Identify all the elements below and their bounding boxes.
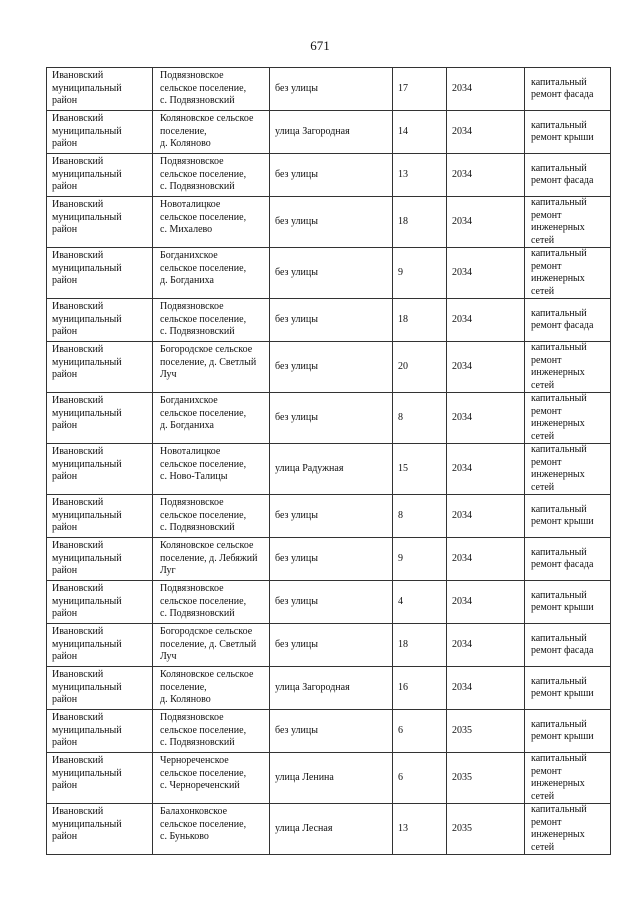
- settlement-cell: Подвязновское сельское поселение, с. Подвязновский: [153, 154, 270, 197]
- street-cell: без улицы: [270, 299, 393, 342]
- year-cell: 2034: [447, 111, 525, 154]
- work-type-cell: капитальный ремонт фасада: [525, 299, 611, 342]
- house-number-cell: 4: [393, 581, 447, 624]
- house-number-cell: 18: [393, 299, 447, 342]
- house-number-cell: 18: [393, 624, 447, 667]
- street-cell: без улицы: [270, 624, 393, 667]
- year-cell: 2034: [447, 154, 525, 197]
- work-type-cell: капитальный ремонт крыши: [525, 581, 611, 624]
- house-number-cell: 13: [393, 154, 447, 197]
- district-cell: Ивановский муниципальный район: [47, 495, 153, 538]
- year-cell: 2035: [447, 710, 525, 753]
- district-cell: Ивановский муниципальный район: [47, 444, 153, 495]
- work-type-cell: капитальный ремонт инженерных сетей: [525, 444, 611, 495]
- settlement-cell: Чернореченское сельское поселение, с. Чернореченский: [153, 753, 270, 804]
- house-number-cell: 17: [393, 68, 447, 111]
- work-type-cell: капитальный ремонт фасада: [525, 624, 611, 667]
- work-type-cell: капитальный ремонт инженерных сетей: [525, 393, 611, 444]
- district-cell: Ивановский муниципальный район: [47, 111, 153, 154]
- street-cell: улица Загородная: [270, 667, 393, 710]
- district-cell: Ивановский муниципальный район: [47, 624, 153, 667]
- year-cell: 2034: [447, 495, 525, 538]
- district-cell: Ивановский муниципальный район: [47, 753, 153, 804]
- house-number-cell: 8: [393, 495, 447, 538]
- house-number-cell: 8: [393, 393, 447, 444]
- district-cell: Ивановский муниципальный район: [47, 667, 153, 710]
- settlement-cell: Коляновское сельское поселение, д. Коляново: [153, 111, 270, 154]
- table-row: [47, 111, 611, 154]
- settlement-cell: Подвязновское сельское поселение, с. Подвязновский: [153, 710, 270, 753]
- work-type-cell: капитальный ремонт фасада: [525, 68, 611, 111]
- work-type-cell: капитальный ремонт инженерных сетей: [525, 248, 611, 299]
- table-row: [47, 444, 611, 495]
- district-cell: Ивановский муниципальный район: [47, 804, 153, 855]
- table-row: [47, 393, 611, 444]
- work-type-cell: капитальный ремонт фасада: [525, 154, 611, 197]
- page-number: 671: [310, 38, 330, 53]
- work-type-cell: капитальный ремонт фасада: [525, 538, 611, 581]
- street-cell: без улицы: [270, 538, 393, 581]
- table-row: [47, 753, 611, 804]
- settlement-cell: Новоталицкое сельское поселение, с. Ново-Талицы: [153, 444, 270, 495]
- table-row: [47, 804, 611, 855]
- house-number-cell: 9: [393, 538, 447, 581]
- district-cell: Ивановский муниципальный район: [47, 342, 153, 393]
- district-cell: Ивановский муниципальный район: [47, 393, 153, 444]
- street-cell: улица Лесная: [270, 804, 393, 855]
- year-cell: 2034: [447, 197, 525, 248]
- year-cell: 2034: [447, 581, 525, 624]
- street-cell: без улицы: [270, 393, 393, 444]
- settlement-cell: Богородское сельское поселение, д. Светлый Луч: [153, 624, 270, 667]
- table-body: [47, 68, 611, 855]
- district-cell: Ивановский муниципальный район: [47, 299, 153, 342]
- table-row: [47, 538, 611, 581]
- year-cell: 2034: [447, 68, 525, 111]
- table-row: [47, 667, 611, 710]
- settlement-cell: Подвязновское сельское поселение, с. Подвязновский: [153, 581, 270, 624]
- street-cell: без улицы: [270, 154, 393, 197]
- table-row: [47, 624, 611, 667]
- house-number-cell: 15: [393, 444, 447, 495]
- table-row: [47, 248, 611, 299]
- house-number-cell: 6: [393, 753, 447, 804]
- year-cell: 2034: [447, 393, 525, 444]
- year-cell: 2034: [447, 444, 525, 495]
- table-row: [47, 299, 611, 342]
- work-type-cell: капитальный ремонт крыши: [525, 111, 611, 154]
- housing-repair-table: [46, 67, 611, 855]
- settlement-cell: Подвязновское сельское поселение, с. Подвязновский: [153, 495, 270, 538]
- year-cell: 2034: [447, 342, 525, 393]
- house-number-cell: 14: [393, 111, 447, 154]
- street-cell: улица Загородная: [270, 111, 393, 154]
- settlement-cell: Балахонковское сельское поселение, с. Буньково: [153, 804, 270, 855]
- district-cell: Ивановский муниципальный район: [47, 710, 153, 753]
- work-type-cell: капитальный ремонт крыши: [525, 667, 611, 710]
- house-number-cell: 20: [393, 342, 447, 393]
- street-cell: улица Радужная: [270, 444, 393, 495]
- street-cell: без улицы: [270, 495, 393, 538]
- year-cell: 2034: [447, 538, 525, 581]
- table-row: [47, 495, 611, 538]
- settlement-cell: Богданихское сельское поселение, д. Богданиха: [153, 393, 270, 444]
- work-type-cell: капитальный ремонт инженерных сетей: [525, 804, 611, 855]
- year-cell: 2034: [447, 248, 525, 299]
- street-cell: без улицы: [270, 248, 393, 299]
- house-number-cell: 13: [393, 804, 447, 855]
- house-number-cell: 9: [393, 248, 447, 299]
- house-number-cell: 16: [393, 667, 447, 710]
- year-cell: 2035: [447, 804, 525, 855]
- settlement-cell: Богданихское сельское поселение, д. Богданиха: [153, 248, 270, 299]
- work-type-cell: капитальный ремонт инженерных сетей: [525, 342, 611, 393]
- district-cell: Ивановский муниципальный район: [47, 154, 153, 197]
- house-number-cell: 6: [393, 710, 447, 753]
- settlement-cell: Богородское сельское поселение, д. Светлый Луч: [153, 342, 270, 393]
- house-number-cell: 18: [393, 197, 447, 248]
- year-cell: 2035: [447, 753, 525, 804]
- street-cell: без улицы: [270, 581, 393, 624]
- year-cell: 2034: [447, 667, 525, 710]
- table-row: [47, 581, 611, 624]
- settlement-cell: Подвязновское сельское поселение, с. Подвязновский: [153, 299, 270, 342]
- work-type-cell: капитальный ремонт инженерных сетей: [525, 197, 611, 248]
- settlement-cell: Коляновское сельское поселение, д. Лебяжий Луг: [153, 538, 270, 581]
- year-cell: 2034: [447, 624, 525, 667]
- district-cell: Ивановский муниципальный район: [47, 248, 153, 299]
- street-cell: без улицы: [270, 68, 393, 111]
- work-type-cell: капитальный ремонт инженерных сетей: [525, 753, 611, 804]
- work-type-cell: капитальный ремонт крыши: [525, 495, 611, 538]
- settlement-cell: Новоталицкое сельское поселение, с. Михалево: [153, 197, 270, 248]
- district-cell: Ивановский муниципальный район: [47, 538, 153, 581]
- street-cell: улица Ленина: [270, 753, 393, 804]
- table-row: [47, 197, 611, 248]
- work-type-cell: капитальный ремонт крыши: [525, 710, 611, 753]
- table-row: [47, 342, 611, 393]
- year-cell: 2034: [447, 299, 525, 342]
- district-cell: Ивановский муниципальный район: [47, 197, 153, 248]
- street-cell: без улицы: [270, 197, 393, 248]
- table-row: [47, 154, 611, 197]
- settlement-cell: Коляновское сельское поселение, д. Коляново: [153, 667, 270, 710]
- district-cell: Ивановский муниципальный район: [47, 581, 153, 624]
- settlement-cell: Подвязновское сельское поселение, с. Подвязновский: [153, 68, 270, 111]
- street-cell: без улицы: [270, 342, 393, 393]
- street-cell: без улицы: [270, 710, 393, 753]
- table-row: [47, 68, 611, 111]
- table-row: [47, 710, 611, 753]
- district-cell: Ивановский муниципальный район: [47, 68, 153, 111]
